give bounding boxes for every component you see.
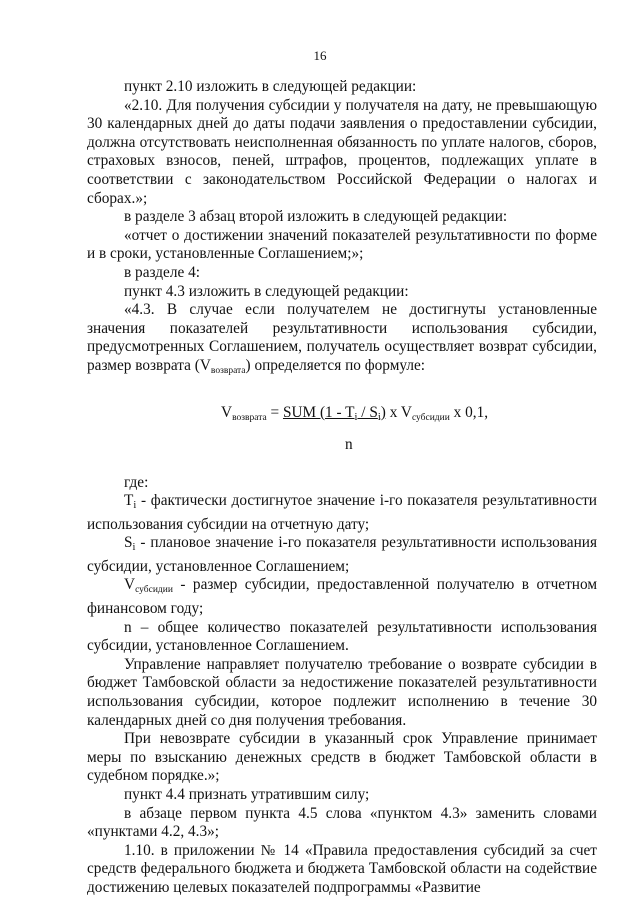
symbol-v: V — [124, 576, 136, 594]
definition-n: n – общее количество показателей результативности использования субсидии, установленное Соглашением. — [87, 618, 597, 655]
symbol-t-sub: i — [133, 500, 137, 512]
numerator-sub-1: i — [354, 411, 358, 423]
formula-v-subscript: возврата — [232, 412, 267, 423]
p7-subscript: возврата — [210, 365, 246, 376]
symbol-s: S — [124, 534, 133, 552]
formula-denominator: n — [345, 435, 353, 453]
where-label: где: — [124, 473, 149, 491]
paragraph-p11: в абзаце первом пункта 4.5 слова «пунктом 4.3» заменить словами «пунктами 4.2, 4.3»; — [87, 804, 597, 841]
numerator-sub-2: i — [377, 411, 381, 423]
symbol-t: T — [124, 492, 134, 510]
definition-s — [87, 534, 597, 576]
paragraph-p7 — [87, 301, 597, 380]
formula-v2-subscript: субсидии — [411, 412, 450, 423]
numerator-part-c: ) — [380, 403, 386, 421]
p7-text-a: «4.3. В случае если получателем не достигнуты установленные значения показателей результативности использования субсидии, предусмотренных Соглашением, получатель осуществляет возврат субсидии, размер возврата (V — [87, 301, 597, 374]
definition-v-text: - размер субсидии, предоставленной получателю в отчетном финансовом году; — [87, 576, 597, 618]
formula-main-line — [221, 404, 488, 428]
paragraph-p3: в разделе 3 абзац второй изложить в следующей редакции: — [124, 208, 508, 226]
formula-times-rate: x 0,1, — [449, 403, 489, 421]
definition-s-text: - плановое значение i-го показателя результативности использования субсидии, установленное Соглашением; — [87, 534, 597, 575]
page-number: 16 — [313, 48, 327, 63]
p7-text-b: ) определяется по формуле: — [245, 356, 426, 374]
formula-equals: = — [266, 403, 283, 421]
definition-t — [87, 492, 597, 534]
paragraph-p6: пункт 4.3 изложить в следующей редакции: — [124, 282, 409, 300]
paragraph-p5: в разделе 4: — [124, 263, 200, 281]
definition-t-text: - фактически достигнутое значение i-го показателя результативности использования субсидии на отчетную дату; — [87, 492, 597, 533]
paragraph-p10: пункт 4.4 признать утратившим силу; — [124, 786, 370, 803]
paragraph-p8: Управление направляет получателю требование о возврате субсидии в бюджет Тамбовской области за недостижение показателей результативности использования субсидии, которое подлежит исполнению в течение 30 календарных дней со дня получения требования. — [87, 655, 597, 729]
document-body — [87, 78, 597, 898]
formula-numerator — [283, 404, 386, 421]
paragraph-p1: пункт 2.10 изложить в следующей редакции: — [124, 78, 417, 95]
symbol-v-sub: субсидии — [135, 585, 173, 596]
formula-v: V — [221, 403, 233, 421]
refund-formula — [87, 394, 597, 460]
formula-times-v: x V — [385, 403, 412, 421]
numerator-part-b: / S — [357, 403, 378, 421]
paragraph-p12: 1.10. в приложении № 14 «Правила предоставления субсидий за счет средств федерального бюджета и бюджета Тамбовской области на содействие достижению целевых показателей подпрограммы «Развитие — [87, 841, 597, 896]
symbol-s-sub: i — [132, 542, 136, 554]
paragraph-p4: «отчет о достижении значений показателей результативности по форме и в сроки, установленные Соглашением;»; — [87, 226, 597, 263]
numerator-part-a: SUM (1 - T — [282, 403, 355, 421]
definition-v — [87, 576, 597, 618]
paragraph-p9: При невозврате субсидии в указанный срок Управление принимает меры по взысканию денежных средств в бюджет Тамбовской области в судебном порядке.»; — [87, 730, 597, 785]
paragraph-p2: «2.10. Для получения субсидии у получателя на дату, не превышающую 30 календарных дней до даты подачи заявления о предоставлении субсидии, должна отсутствовать неисполненная обязанность по уплате налогов, сборов, страховых взносов, пеней, штрафов, процентов, подлежащих уплате в соответствии с законодательством Российской Федерации о налогах и сборах.»; — [87, 96, 597, 207]
